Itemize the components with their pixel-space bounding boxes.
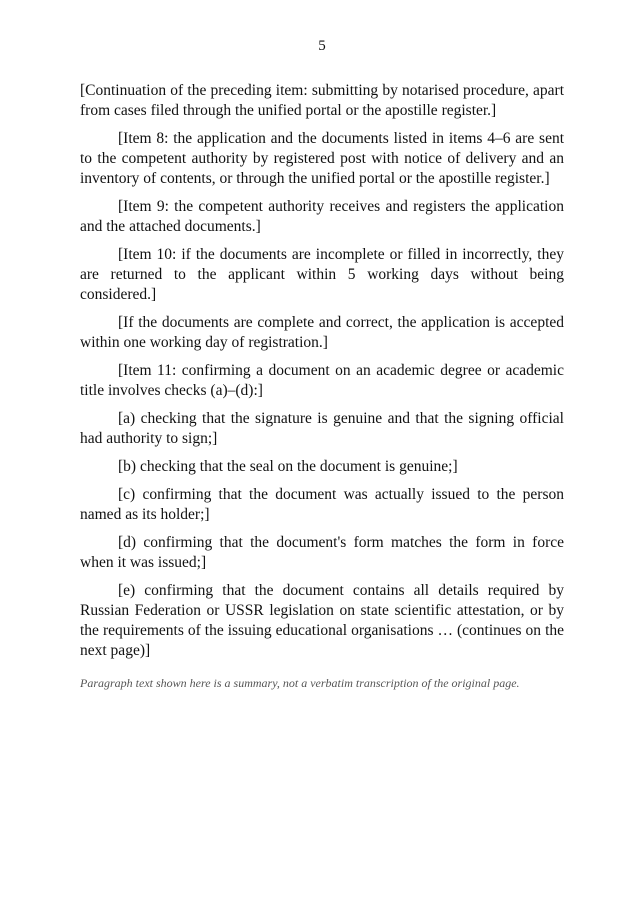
- paragraph-item-11-a: [a) checking that the signature is genuine and that the signing official had authority to sign;]: [80, 410, 564, 447]
- paragraph-item-10-complete: [If the documents are complete and correct, the application is accepted within one working day of registration.]: [80, 314, 564, 351]
- paragraph-item-11-b: [b) checking that the seal on the document is genuine;]: [118, 458, 458, 475]
- paragraph-item-11-d: [d) confirming that the document's form matches the form in force when it was issued;]: [80, 534, 564, 571]
- paragraph-item-8: [Item 8: the application and the documents listed in items 4–6 are sent to the competent authority by registered post with notice of delivery and an inventory of contents, or through the unified portal or the apostille register.]: [80, 130, 564, 187]
- paragraph-continuation: [Continuation of the preceding item: submitting by notarised procedure, apart from cases filed through the unified portal or the apostille register.]: [80, 82, 564, 119]
- paragraph-item-11-e: [e) confirming that the document contains all details required by Russian Federation or USSR legislation on state scientific attestation, or by the requirements of the issuing educational organisations … (continues on the next page)]: [80, 582, 564, 659]
- summary-note: Paragraph text shown here is a summary, not a verbatim transcription of the original page.: [80, 676, 520, 690]
- paragraph-item-9: [Item 9: the competent authority receives and registers the application and the attached documents.]: [80, 198, 564, 235]
- page-number: 5: [318, 38, 326, 54]
- page-body: [80, 81, 564, 661]
- paragraph-item-11: [Item 11: confirming a document on an academic degree or academic title involves checks (a)–(d):]: [80, 362, 564, 399]
- paragraph-item-10: [Item 10: if the documents are incomplete or filled in incorrectly, they are returned to the applicant within 5 working days without being considered.]: [80, 246, 564, 303]
- paragraph-item-11-c: [c) confirming that the document was actually issued to the person named as its holder;]: [80, 486, 564, 523]
